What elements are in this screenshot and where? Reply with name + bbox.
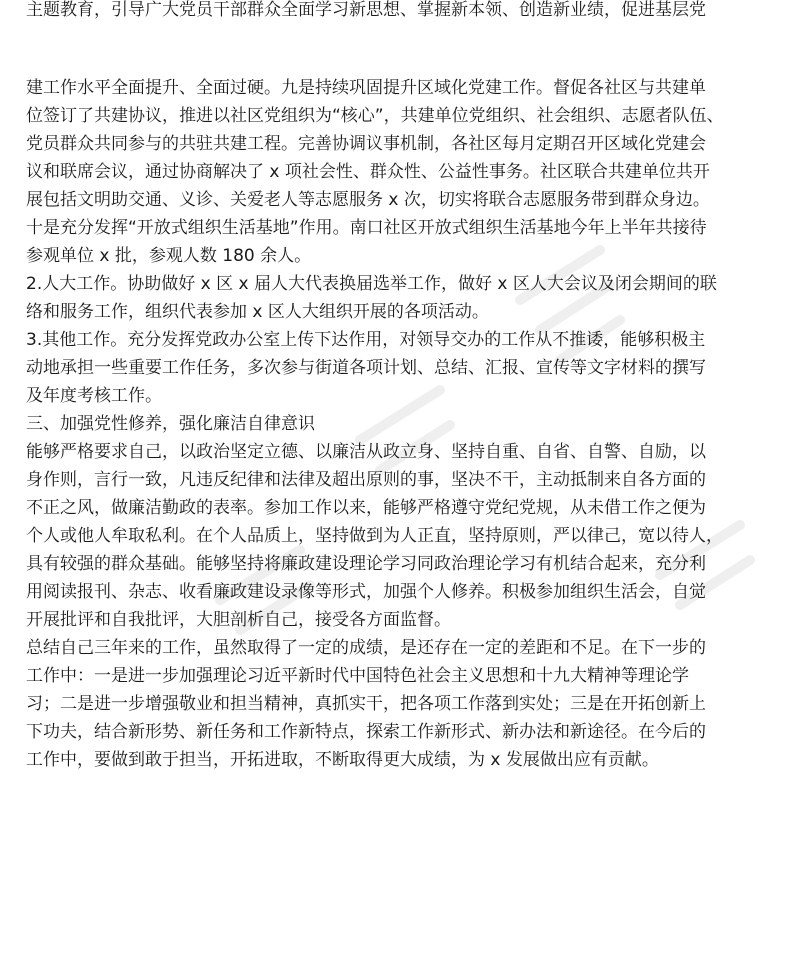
document-line: 习；二是进一步增强敬业和担当精神，真抓实干，把各项工作落到实处；三是在开拓创新上	[26, 694, 706, 714]
document-line: 议和联席会议，通过协商解决了 x 项社会性、群众性、公益性事务。社区联合共建单位共开	[26, 162, 710, 182]
document-line: 参观单位 x 批，参观人数 180 余人。	[26, 246, 312, 266]
document-line: 工作中：一是进一步加强理论习近平新时代中国特色社会主义思想和十九大精神等理论学	[26, 666, 689, 686]
document-line: 工作中，要做到敢于担当，开拓进取，不断取得更大成绩，为 x 发展做出应有贡献。	[26, 750, 659, 770]
document-line: 开展批评和自我批评，大胆剖析自己，接受各方面监督。	[26, 610, 451, 630]
document-line: 能够严格要求自己，以政治坚定立德、以廉洁从政立身、坚持自重、自省、自警、自励，以	[26, 442, 706, 462]
document-line: 党员群众共同参与的共驻共建工程。完善协调议事机制，各社区每月定期召开区域化党建会	[26, 134, 706, 154]
document-line: 2.人大工作。协助做好 x 区 x 届人大代表换届选举工作，做好 x 区人大会议及闭会期间的联	[26, 274, 717, 294]
section-heading: 三、加强党性修养，强化廉洁自律意识	[26, 414, 315, 434]
document-line: 展包括文明助交通、义诊、关爱老人等志愿服务 x 次，切实将联合志愿服务带到群众身边。	[26, 190, 710, 210]
document-line: 总结自己三年来的工作，虽然取得了一定的成绩，是还存在一定的差距和不足。在下一步的	[26, 638, 706, 658]
document-line: 建工作水平全面提升、全面过硬。九是持续巩固提升区域化党建工作。督促各社区与共建单	[26, 78, 706, 98]
document-line: 下功夫，结合新形势、新任务和工作新特点，探索工作新形式、新办法和新途径。在今后的	[26, 722, 706, 742]
document-line: 不正之风，做廉洁勤政的表率。参加工作以来，能够严格遵守党纪党规，从未借工作之便为	[26, 498, 706, 518]
document-line: 身作则，言行一致，凡违反纪律和法律及超出原则的事，坚决不干，主动抵制来自各方面的	[26, 470, 706, 490]
document-line: 十是充分发挥“开放式组织生活基地”作用。南口社区开放式组织生活基地今年上半年共接待	[26, 218, 707, 238]
document-line: 及年度考核工作。	[26, 386, 162, 406]
document-line: 个人或他人牟取私利。在个人品质上，坚持做到为人正直，坚持原则，严以律己，宽以待人，	[26, 526, 723, 546]
document-line: 具有较强的群众基础。能够坚持将廉政建设理论学习同政治理论学习有机结合起来，充分利	[26, 554, 706, 574]
document-line: 络和服务工作，组织代表参加 x 区人大组织开展的各项活动。	[26, 302, 489, 322]
document-line: 位签订了共建协议，推进以社区党组织为“核心”，共建单位党组织、社会组织、志愿者队伍、	[26, 106, 724, 126]
document-line: 动地承担一些重要工作任务，多次参与街道各项计划、总结、汇报、宣传等文字材料的撰写	[26, 358, 706, 378]
document-line: 主题教育，引导广大党员干部群众全面学习新思想、掌握新本领、创造新业绩，促进基层党	[26, 0, 706, 20]
document-line: 3.其他工作。充分发挥党政办公室上传下达作用，对领导交办的工作从不推诿，能够积极主	[26, 330, 706, 350]
document-line: 用阅读报刊、杂志、收看廉政建设录像等形式，加强个人修养。积极参加组织生活会，自觉	[26, 582, 706, 602]
